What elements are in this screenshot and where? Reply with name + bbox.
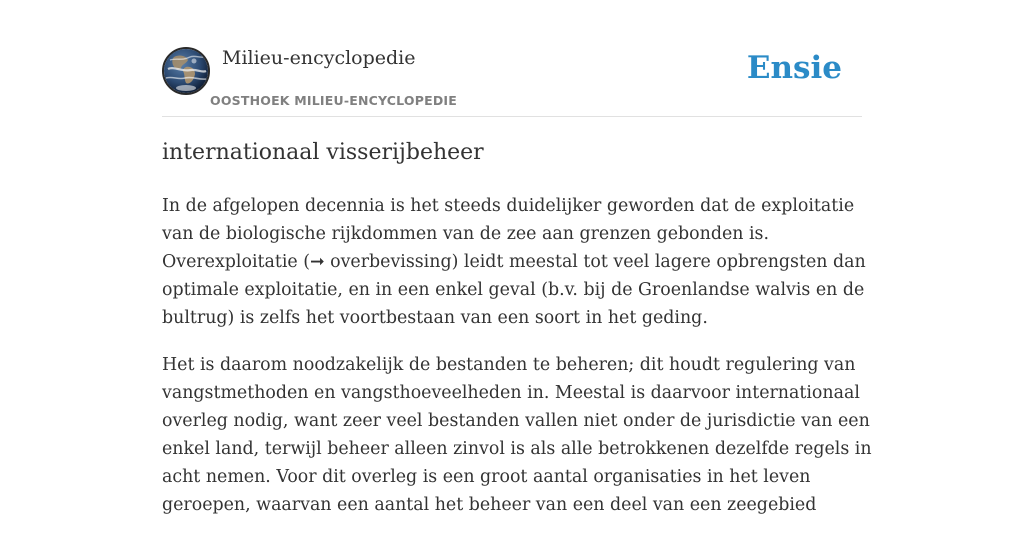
paragraph-line: optimale exploitatie, en in een enkel geval (b.v. bij de Groenlandse walvis en de	[162, 280, 865, 300]
paragraph-line: Het is daarom noodzakelijk de bestanden te beheren; dit houdt regulering van	[162, 355, 856, 375]
paragraph-line: vangstmethoden en vangsthoeveelheden in. Meestal is daarvoor internationaal	[162, 383, 860, 403]
paragraph-line: Overexploitatie (➞ overbevissing) leidt meestal tot veel lagere opbrengsten dan	[162, 252, 866, 272]
earth-globe-icon[interactable]	[162, 47, 210, 95]
paragraph-line: geroepen, waarvan een aantal het beheer van een deel van een zeegebied	[162, 495, 817, 515]
site-header	[162, 44, 862, 117]
paragraph-line: enkel land, terwijl beheer alleen zinvol is als alle betrokkenen dezelfde regels in	[162, 439, 872, 459]
paragraph-line: bultrug) is zelfs het voortbestaan van een soort in het geding.	[162, 308, 708, 328]
paragraph-line: overleg nodig, want zeer veel bestanden vallen niet onder de jurisdictie van een	[162, 411, 870, 431]
article-paragraph	[162, 351, 872, 519]
page-title: internationaal visserijbeheer	[162, 140, 484, 165]
article-paragraph	[162, 192, 866, 332]
article-body	[162, 192, 872, 538]
site-name-link[interactable]: Milieu-encyclopedie	[222, 47, 416, 69]
site-subtitle: OOSTHOEK MILIEU-ENCYCLOPEDIE	[210, 93, 457, 108]
paragraph-line: In de afgelopen decennia is het steeds duidelijker geworden dat de exploitatie	[162, 196, 855, 216]
paragraph-line: acht nemen. Voor dit overleg is een groot aantal organisaties in het leven	[162, 467, 811, 487]
paragraph-line: van de biologische rijkdommen van de zee aan grenzen gebonden is.	[162, 224, 769, 244]
ensie-logo-link[interactable]: Ensie	[746, 50, 842, 86]
